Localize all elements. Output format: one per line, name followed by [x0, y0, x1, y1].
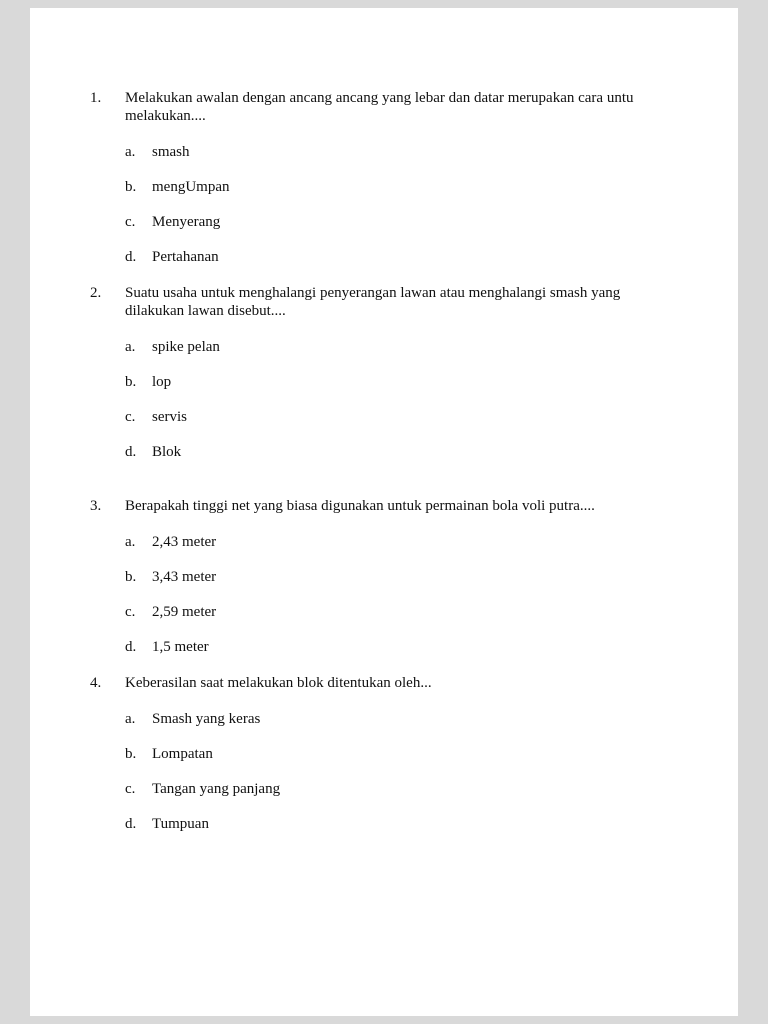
question-text: Suatu usaha untuk menghalangi penyerangan lawan atau menghalangi smash yang dilakukan lawan disebut.... [125, 285, 621, 319]
option-item [125, 780, 738, 798]
question-head [90, 89, 738, 143]
question-text: Melakukan awalan dengan ancang ancang yang lebar dan datar merupakan cara untu melakukan.... [125, 90, 634, 124]
option-item [125, 568, 738, 586]
option-label: mengUmpan [152, 179, 230, 195]
option-label: 3,43 meter [152, 569, 217, 585]
option-item [125, 408, 738, 426]
option-item [125, 213, 738, 231]
option-label: Smash yang keras [152, 711, 261, 727]
question-head [90, 284, 738, 338]
question-text: Berapakah tinggi net yang biasa digunakan untuk permainan bola voli putra.... [125, 498, 595, 514]
option-label: Blok [152, 444, 182, 460]
options-list [125, 338, 738, 461]
question-head [90, 497, 738, 533]
option-label: spike pelan [152, 339, 220, 355]
option-letter: b. [125, 179, 137, 195]
option-label: servis [152, 409, 187, 425]
option-letter: c. [125, 409, 136, 425]
option-label: Tumpuan [152, 816, 209, 832]
option-label: Tangan yang panjang [152, 781, 281, 797]
option-letter: d. [125, 249, 137, 265]
option-label: Menyerang [152, 214, 221, 230]
option-label: Lompatan [152, 746, 213, 762]
option-item [125, 603, 738, 621]
question-text: Keberasilan saat melakukan blok ditentukan oleh... [125, 675, 432, 691]
option-item [125, 533, 738, 551]
option-letter: a. [125, 144, 136, 160]
option-letter: c. [125, 604, 136, 620]
option-letter: a. [125, 711, 136, 727]
option-label: 2,59 meter [152, 604, 217, 620]
question-number: 1. [90, 90, 102, 106]
option-letter: b. [125, 746, 137, 762]
option-label: lop [152, 374, 172, 390]
document-page [30, 8, 738, 1016]
option-item [125, 338, 738, 356]
option-item [125, 178, 738, 196]
option-letter: b. [125, 374, 137, 390]
option-letter: d. [125, 816, 137, 832]
option-item [125, 373, 738, 391]
option-label: Pertahanan [152, 249, 219, 265]
option-label: smash [152, 144, 190, 160]
option-item [125, 143, 738, 161]
option-label: 1,5 meter [152, 639, 209, 655]
option-letter: a. [125, 339, 136, 355]
question-number: 3. [90, 498, 102, 514]
options-list [125, 143, 738, 266]
question-head [90, 674, 738, 710]
option-letter: a. [125, 534, 136, 550]
option-item [125, 745, 738, 763]
question-item [90, 89, 738, 266]
option-item [125, 710, 738, 728]
question-item [90, 497, 738, 656]
option-letter: d. [125, 639, 137, 655]
question-item [90, 284, 738, 461]
option-letter: c. [125, 781, 136, 797]
option-letter: c. [125, 214, 136, 230]
options-list [125, 710, 738, 833]
question-number: 2. [90, 285, 102, 301]
option-item [125, 443, 738, 461]
option-item [125, 638, 738, 656]
question-item [90, 674, 738, 833]
options-list [125, 533, 738, 656]
option-letter: d. [125, 444, 137, 460]
question-number: 4. [90, 675, 102, 691]
option-item [125, 248, 738, 266]
option-label: 2,43 meter [152, 534, 217, 550]
option-letter: b. [125, 569, 137, 585]
option-item [125, 815, 738, 833]
